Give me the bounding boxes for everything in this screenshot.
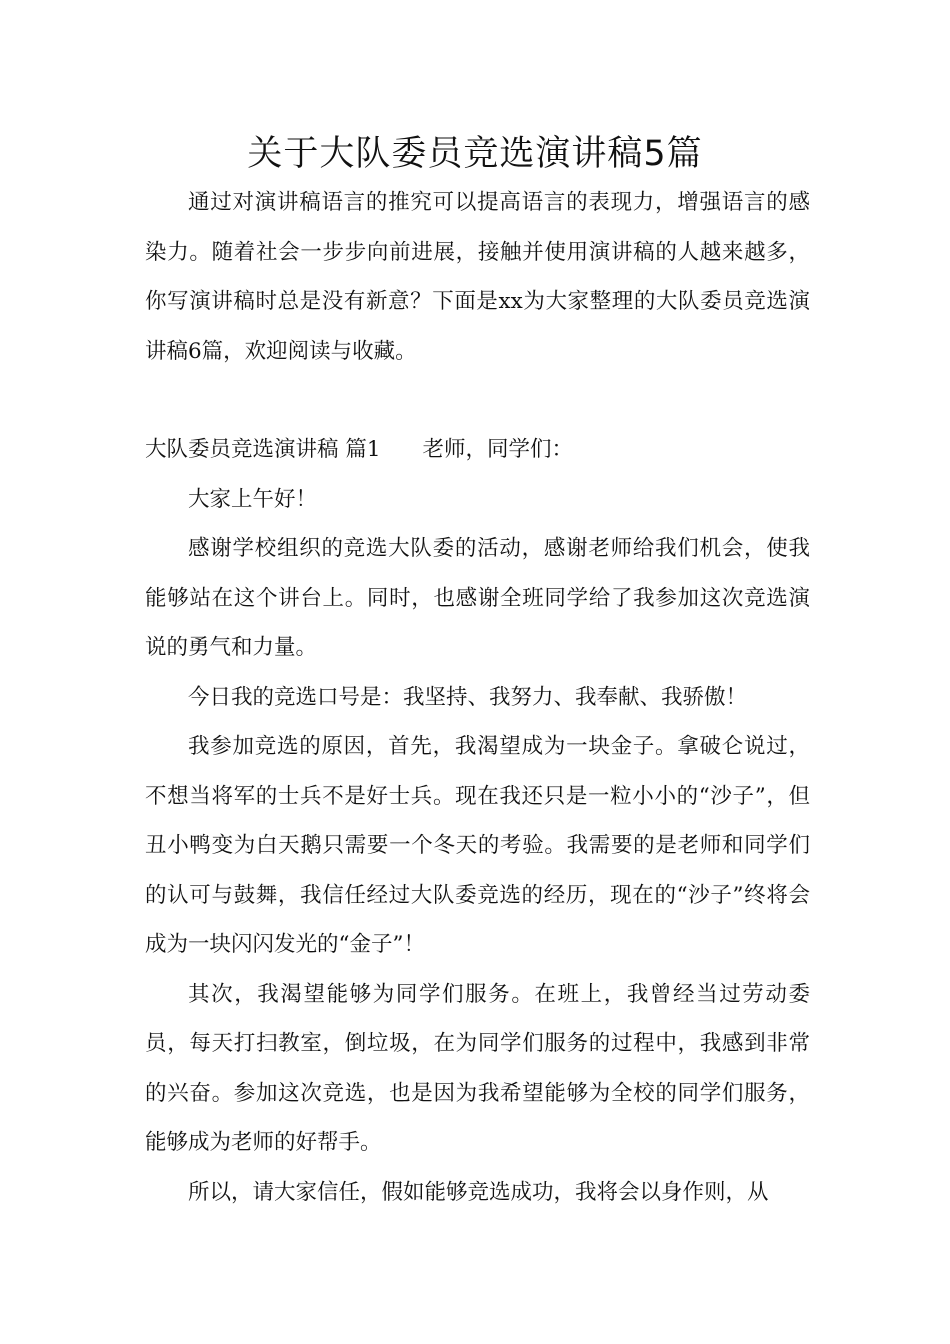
paragraph: 大家上午好！ bbox=[188, 486, 318, 512]
section-gap bbox=[145, 376, 810, 425]
section-heading: 大队委员竞选演讲稿 篇1 bbox=[145, 437, 381, 462]
paragraph: 我参加竞选的原因，首先，我渴望成为一块金子。拿破仑说过，不想当将军的士兵不是好士兵。现在我还只是一粒小小的“沙子”，但丑小鸭变为白天鹅只需要一个冬天的考验。我需要的是老师和同学们的认可与鼓舞，我信任经过大队委竞选的经历，现在的“沙子”终将会成为一块闪闪发光的“金子”！ bbox=[145, 734, 810, 957]
paragraph: 感谢学校组织的竞选大队委的活动，感谢老师给我们机会，使我能够站在这个讲台上。同时，也感谢全班同学给了我参加这次竞选演说的勇气和力量。 bbox=[145, 536, 810, 660]
document-title: 关于大队委员竞选演讲稿5篇 bbox=[247, 134, 703, 174]
document-body bbox=[145, 178, 810, 1217]
paragraph: 今日我的竞选口号是：我坚持、我努力、我奉献、我骄傲！ bbox=[188, 684, 748, 710]
salutation: 老师，同学们： bbox=[422, 437, 574, 462]
intro-paragraph: 通过对演讲稿语言的推究可以提高语言的表现力，增强语言的感染力。随着社会一步步向前进展，接触并使用演讲稿的人越来越多，你写演讲稿时总是没有新意？下面是xx为大家整理的大队委员竞选演讲稿6篇，欢迎阅读与收藏。 bbox=[145, 190, 810, 364]
paragraph: 其次，我渴望能够为同学们服务。在班上，我曾经当过劳动委员，每天打扫教室，倒垃圾，在为同学们服务的过程中，我感到非常的兴奋。参加这次竞选，也是因为我希望能够为全校的同学们服务，能够成为老师的好帮手。 bbox=[145, 981, 810, 1155]
paragraph: 所以，请大家信任，假如能够竞选成功，我将会以身作则，从 bbox=[188, 1179, 769, 1205]
section-heading-line bbox=[145, 425, 810, 475]
